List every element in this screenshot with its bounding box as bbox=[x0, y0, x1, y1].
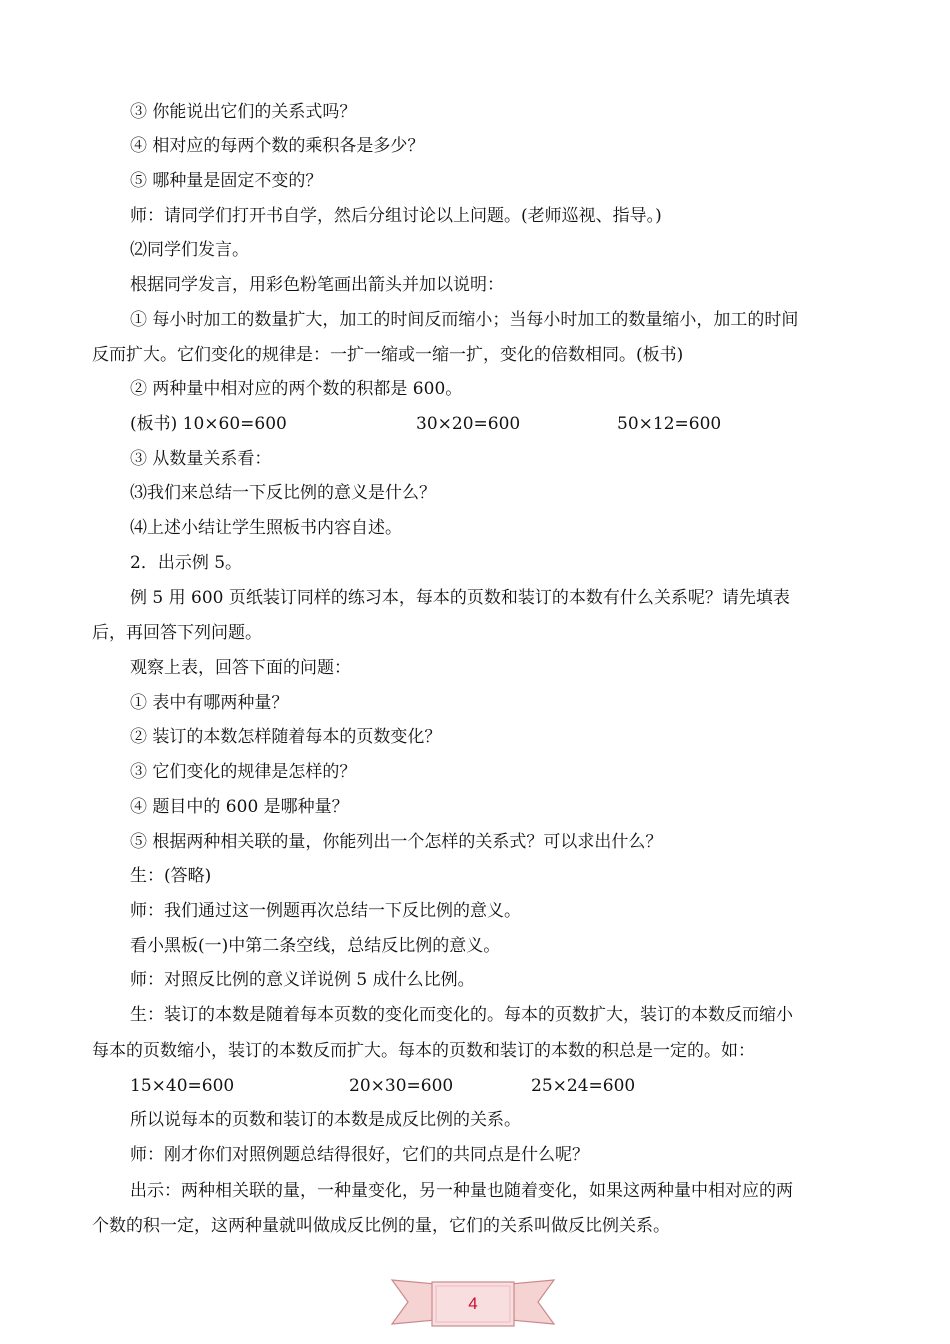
teacher-compare: 师：对照反比例的意义详说例 5 成什么比例。 bbox=[130, 970, 475, 990]
question-5: ⑤ 哪种量是固定不变的？ bbox=[130, 171, 323, 191]
teacher-question: 师：刚才你们对照例题总结得很好，它们的共同点是什么呢？ bbox=[130, 1145, 589, 1165]
observe-prompt: 观察上表，回答下面的问题： bbox=[130, 658, 351, 678]
question-3: ③ 你能说出它们的关系式吗？ bbox=[130, 102, 357, 122]
section-2-heading: 2．出示例 5。 bbox=[130, 553, 243, 573]
board-equations-row bbox=[0, 413, 950, 435]
point-2: ② 两种量中相对应的两个数的积都是 600。 bbox=[130, 379, 463, 399]
page-number: 4 bbox=[468, 1294, 478, 1313]
step-2: ⑵同学们发言。 bbox=[130, 240, 249, 260]
student-explain-line-1: 生：装订的本数是随着每本页数的变化而变化的。每本的页数扩大，装订的本数反而缩小 bbox=[130, 1005, 793, 1025]
step-3: ⑶我们来总结一下反比例的意义是什么？ bbox=[130, 483, 436, 503]
point-3: ③ 从数量关系看： bbox=[130, 449, 272, 469]
ex-question-5: ⑤ 根据两种相关联的量，你能列出一个怎样的关系式？可以求出什么？ bbox=[130, 832, 663, 852]
board-equation-1: (板书) 10×60=600 bbox=[130, 414, 287, 434]
definition-line-2: 个数的积一定，这两种量就叫做成反比例的量，它们的关系叫做反比例关系。 bbox=[92, 1216, 670, 1236]
ex-question-3: ③ 它们变化的规律是怎样的？ bbox=[130, 762, 357, 782]
ex-question-4: ④ 题目中的 600 是哪种量？ bbox=[130, 797, 349, 817]
example-equations-row bbox=[0, 1075, 950, 1097]
board-equation-3: 50×12=600 bbox=[617, 414, 722, 434]
question-4: ④ 相对应的每两个数的乘积各是多少？ bbox=[130, 136, 425, 156]
ex-question-1: ① 表中有哪两种量？ bbox=[130, 693, 289, 713]
example-equation-1: 15×40=600 bbox=[130, 1076, 235, 1096]
page-number-ribbon bbox=[388, 1270, 558, 1336]
board-equation-2: 30×20=600 bbox=[416, 414, 521, 434]
step-4: ⑷上述小结让学生照板书内容自述。 bbox=[130, 518, 402, 538]
student-answer: 生：(答略) bbox=[130, 866, 212, 886]
teacher-instruction: 师：请同学们打开书自学，然后分组讨论以上问题。(老师巡视、指导。) bbox=[130, 206, 662, 226]
ex-question-2: ② 装订的本数怎样随着每本的页数变化？ bbox=[130, 727, 442, 747]
student-explain-line-2: 每本的页数缩小，装订的本数反而扩大。每本的页数和装订的本数的积总是一定的。如： bbox=[92, 1041, 755, 1061]
conclusion: 所以说每本的页数和装订的本数是成反比例的关系。 bbox=[130, 1110, 521, 1130]
definition-line-1: 出示：两种相关联的量，一种量变化，另一种量也随着变化，如果这两种量中相对应的两 bbox=[130, 1181, 793, 1201]
example-5-line-2: 后，再回答下列问题。 bbox=[92, 623, 262, 643]
example-equation-3: 25×24=600 bbox=[531, 1076, 636, 1096]
point-1-line-2: 反而扩大。它们变化的规律是：一扩一缩或一缩一扩，变化的倍数相同。(板书) bbox=[92, 345, 684, 365]
explain-intro: 根据同学发言，用彩色粉笔画出箭头并加以说明： bbox=[130, 275, 504, 295]
teacher-summary: 师：我们通过这一例题再次总结一下反比例的意义。 bbox=[130, 901, 521, 921]
point-1-line-1: ① 每小时加工的数量扩大，加工的时间反而缩小；当每小时加工的数量缩小，加工的时间 bbox=[130, 310, 799, 330]
blackboard-note: 看小黑板(一)中第二条空线，总结反比例的意义。 bbox=[130, 936, 501, 956]
example-5-line-1: 例 5 用 600 页纸装订同样的练习本，每本的页数和装订的本数有什么关系呢？请先填表 bbox=[130, 588, 790, 608]
example-equation-2: 20×30=600 bbox=[349, 1076, 454, 1096]
